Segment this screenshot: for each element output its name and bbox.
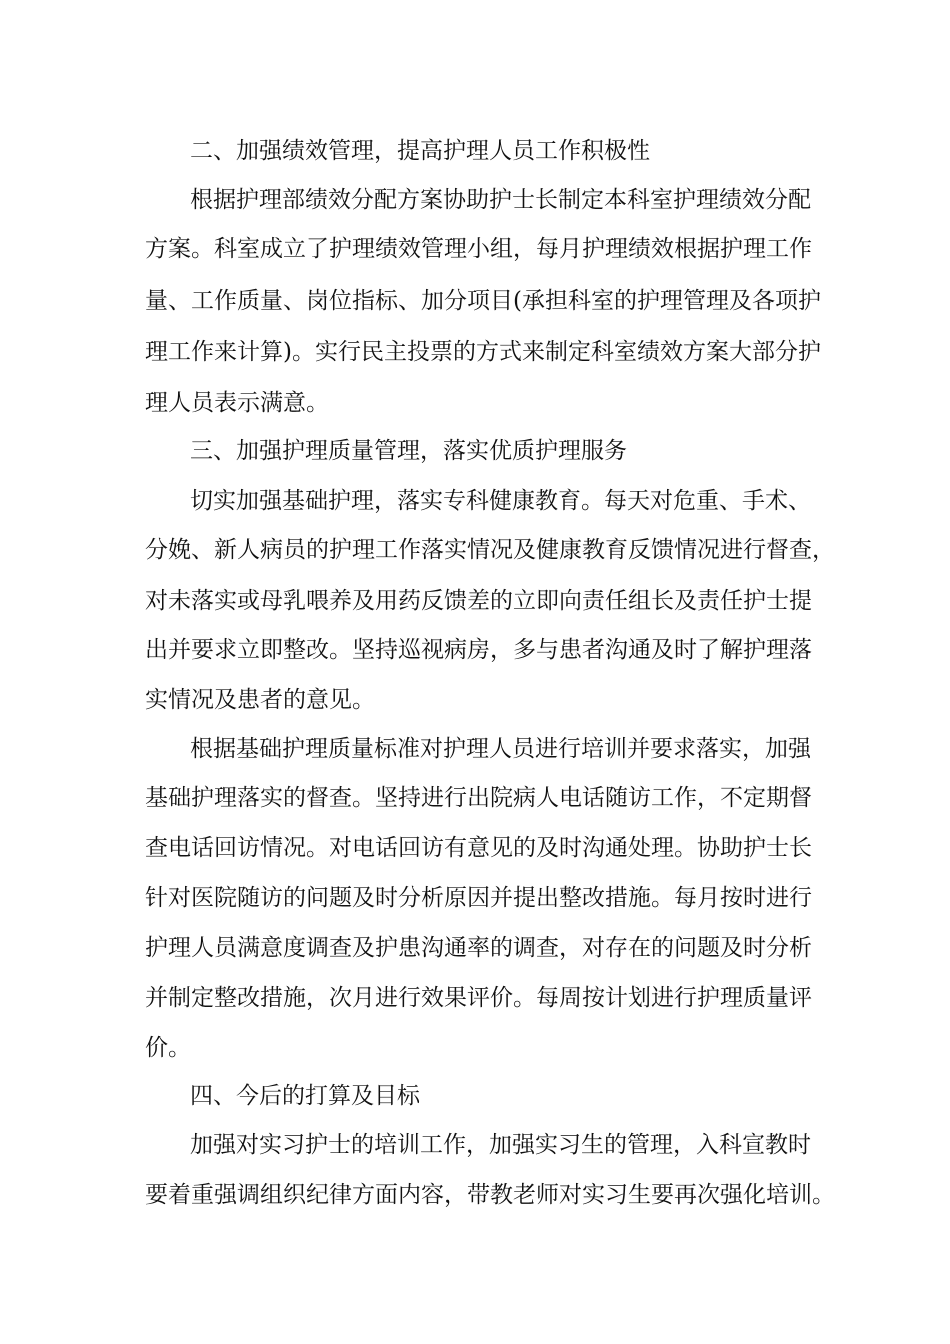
- section-heading-2: 二、加强绩效管理，提高护理人员工作积极性: [190, 138, 650, 164]
- paragraph-line: 查电话回访情况。对电话回访有意见的及时沟通处理。协助护士长: [145, 835, 812, 861]
- paragraph-line: 理人员表示满意。: [145, 390, 329, 416]
- paragraph-line: 量、工作质量、岗位指标、加分项目(承担科室的护理管理及各项护: [145, 288, 821, 314]
- paragraph-line: 并制定整改措施，次月进行效果评价。每周按计划进行护理质量评: [145, 985, 812, 1011]
- paragraph-line: 针对医院随访的问题及时分析原因并提出整改措施。每月按时进行: [145, 885, 812, 911]
- paragraph-line: 切实加强基础护理，落实专科健康教育。每天对危重、手术、: [190, 488, 811, 514]
- paragraph-line: 基础护理落实的督查。坚持进行出院病人电话随访工作，不定期督: [145, 785, 812, 811]
- paragraph-line: 实情况及患者的意见。: [145, 687, 375, 713]
- paragraph-line: 方案。科室成立了护理绩效管理小组，每月护理绩效根据护理工作: [145, 236, 812, 262]
- paragraph-line: 根据基础护理质量标准对护理人员进行培训并要求落实，加强: [190, 736, 811, 762]
- paragraph-line: 对未落实或母乳喂养及用药反馈差的立即向责任组长及责任护士提: [145, 588, 812, 614]
- paragraph-line: 价。: [145, 1035, 191, 1061]
- section-heading-3: 三、加强护理质量管理，落实优质护理服务: [190, 438, 627, 464]
- paragraph-line: 出并要求立即整改。坚持巡视病房，多与患者沟通及时了解护理落: [145, 637, 812, 663]
- paragraph-line: 根据护理部绩效分配方案协助护士长制定本科室护理绩效分配: [190, 187, 811, 213]
- paragraph-line: 加强对实习护士的培训工作，加强实习生的管理，入科宣教时: [190, 1132, 811, 1158]
- paragraph-line: 分娩、新人病员的护理工作落实情况及健康教育反馈情况进行督查，: [145, 537, 835, 563]
- paragraph-line: 护理人员满意度调查及护患沟通率的调查，对存在的问题及时分析: [145, 935, 812, 961]
- paragraph-line: 要着重强调组织纪律方面内容，带教老师对实习生要再次强化培训。: [145, 1182, 835, 1208]
- section-heading-4: 四、今后的打算及目标: [190, 1083, 420, 1109]
- paragraph-line: 理工作来计算)。实行民主投票的方式来制定科室绩效方案大部分护: [145, 339, 821, 365]
